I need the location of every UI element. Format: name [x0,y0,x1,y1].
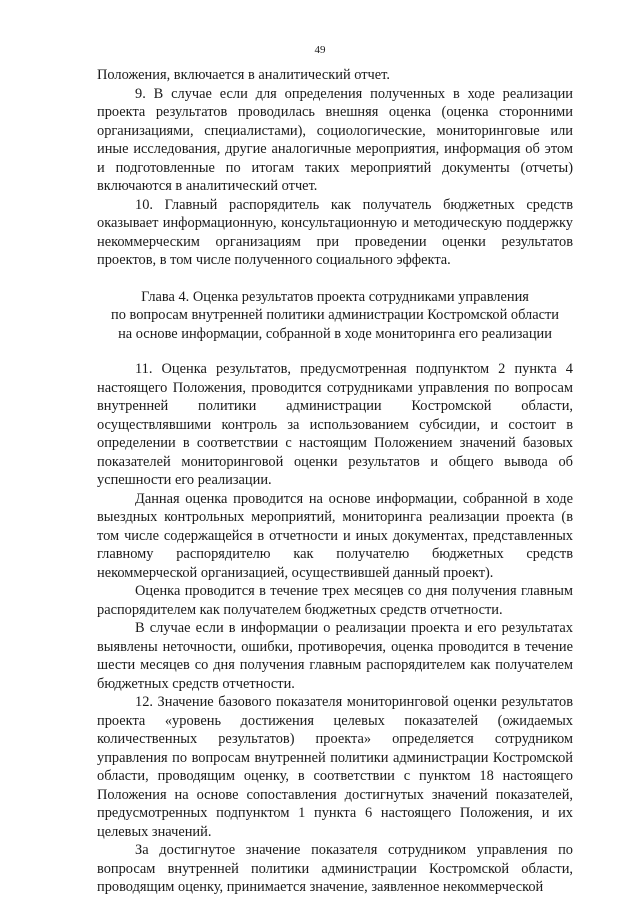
paragraph-inaccuracies: В случае если в информации о реализации проекта и его результатах выявлены неточности, ошибки, противоречия, оценка проводится в течение шести месяцев со дня получения главным распорядителем как получателем бюджетных средств отчетности. [97,620,573,692]
chapter-heading [97,288,573,344]
chapter-heading-line-3: на основе информации, собранной в ходе мониторинга его реализации [118,325,552,342]
paragraph-item-12: 12. Значение базового показателя мониторинговой оценки результатов проекта «уровень достижения целевых показателей (ожидаемых количественных результатов) проекта» определяется сотрудником управления по вопросам внутренней политики администрации Костромской области, проводящим оценку, в соответствии с пунктом 18 настоящего Положения на основе сопоставления достигнутых значений показателей, предусмотренных подпунктом 1 пункта 6 настоящего Положения, и их целевых значений. [97,694,573,840]
chapter-heading-line-1: Глава 4. Оценка результатов проекта сотрудниками управления [141,288,529,305]
paragraph-item-11: 11. Оценка результатов, предусмотренная подпунктом 2 пункта 4 настоящего Положения, проводится сотрудниками управления по вопросам внутренней политики администрации Костромской области, осуществлявшими контроль за использованием субсидии, и состоит в определении в соответствии с настоящим Положением значений базовых показателей мониторинговой оценки результатов и общего вывода об успешности его реализации. [97,361,573,488]
paragraph-item-9: 9. В случае если для определения полученных в ходе реализации проекта результатов проводилась внешняя оценка (оценка сторонними организациями, специалистами), социологические, мониторинговые или иные исследования, другие аналогичные мероприятия, информация об этом и подготовленные по итогам таких мероприятий документы (отчеты) включаются в аналитический отчет. [97,85,573,194]
page-number: 49 [314,44,326,56]
paragraph-assessment-basis: Данная оценка проводится на основе информации, собранной в ходе выездных контрольных мероприятий, мониторинга реализации проекта (в том числе содержащейся в отчетности и иных документах, представленных главному распорядителю как получателю бюджетных средств некоммерческой организацией, осуществившей данный проект). [97,490,573,581]
paragraph-assessment-period: Оценка проводится в течение трех месяцев со дня получения главным распорядителем как получателем бюджетных средств отчетности. [97,583,573,618]
document-body [97,66,573,897]
paragraph-item-10: 10. Главный распорядитель как получатель бюджетных средств оказывает информационную, консультационную и методическую поддержку некоммерческим организациям при проведении оценки результатов проектов, в том числе полученного социального эффекта. [97,196,573,268]
paragraph-continuation: Положения, включается в аналитический отчет. [97,67,390,83]
chapter-heading-line-2: по вопросам внутренней политики администрации Костромской области [111,307,559,323]
paragraph-achieved-value: За достигнутое значение показателя сотрудником управления по вопросам внутренней политики администрации Костромской области, проводящим оценку, принимается значение, заявленное некоммерческой [97,842,573,895]
